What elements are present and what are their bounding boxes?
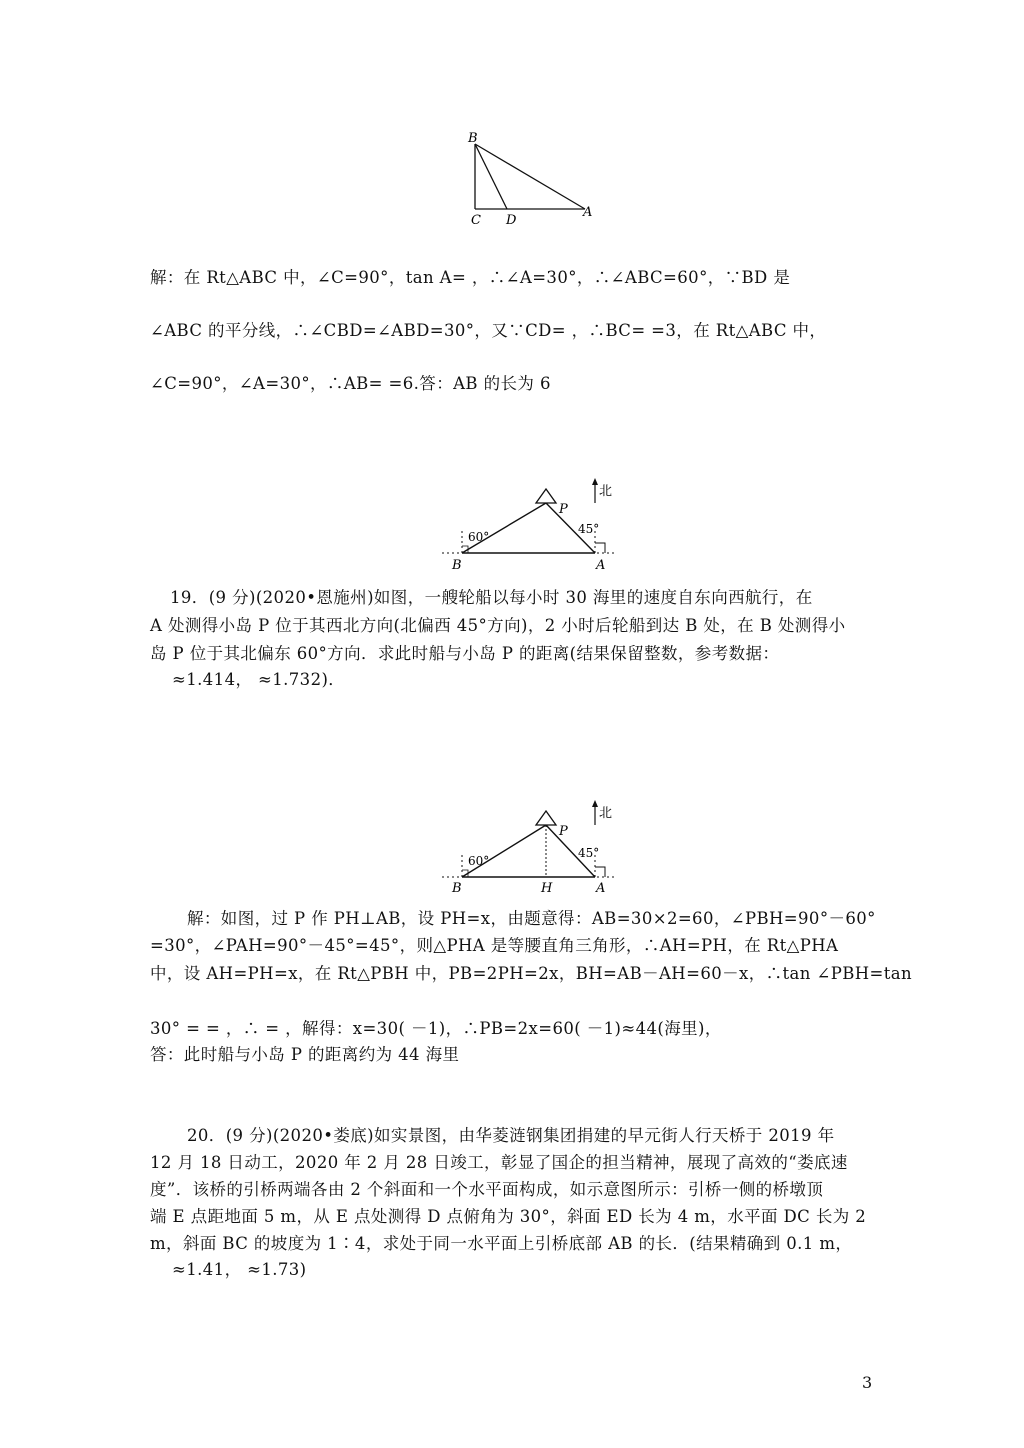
label-p: P [559,502,568,517]
north-label: 北 [599,484,613,499]
label-a: A [596,881,606,896]
problem20-line-1: 20．(9 分)(2020•娄底)如实景图，由华菱涟钢集团捐建的早元街人行天桥于 2019 年 [187,1126,835,1145]
problem19-line-2: A 处测得小岛 P 位于其西北方向(北偏西 45°方向)，2 小时后轮船到达 B 处，在 B 处测得小 [150,616,846,635]
solution19-line-5: 答：此时船与小岛 P 的距离约为 44 海里 [150,1045,460,1064]
solution19-line-4: 30° = = ，∴ = ，解得：x=30( －1)，∴PB=2x=60( －1)≈44(海里)， [150,1019,722,1038]
problem20-line-5: m，斜面 BC 的坡度为 1∶4，求处于同一水平面上引桥底部 AB 的长．(结果精确到 0.1 m， [150,1234,853,1253]
solution-line-1: 解：在 Rt△ABC 中，∠C=90°，tan A= ，∴∠A=30°，∴∠ABC=60°，∵BD 是 [150,268,791,287]
label-a: A [596,558,606,573]
problem19-line-1: 19．(9 分)(2020•恩施州)如图，一艘轮船以每小时 30 海里的速度自东向西航行，在 [170,588,813,607]
problem19-line-3: 岛 P 位于其北偏东 60°方向．求此时船与小岛 P 的距离(结果保留整数，参考数据： [150,644,780,663]
problem20-line-2: 12 月 18 日动工，2020 年 2 月 28 日竣工，彰显了国企的担当精神，展现了高效的“娄底速 [150,1153,848,1172]
solution-line-3: ∠C=90°，∠A=30°，∴AB= =6.答：AB 的长为 6 [150,374,551,393]
angle-60-label: 60° [468,854,490,868]
problem20-line-6: ≈1.41， ≈1.73) [172,1260,307,1279]
solution-line-2: ∠ABC 的平分线，∴∠CBD=∠ABD=30°，又∵CD= ，∴BC= =3，在 Rt△ABC 中， [150,321,827,340]
label-c: C [471,213,481,228]
label-a: A [583,205,593,220]
north-label: 北 [599,806,613,821]
problem19-line-4: ≈1.414， ≈1.732)． [172,670,346,689]
solution19-line-1: 解：如图，过 P 作 PH⊥AB，设 PH=x，由题意得：AB=30×2=60，∠PBH=90°－60° [187,909,876,928]
label-b: B [452,881,462,896]
label-p: P [559,824,568,839]
problem20-line-3: 度”．该桥的引桥两端各由 2 个斜面和一个水平面构成，如示意图所示：引桥一侧的桥墩顶 [150,1180,824,1199]
label-b: B [452,558,462,573]
problem20-line-4: 端 E 点距地面 5 m，从 E 点处测得 D 点俯角为 30°，斜面 ED 长为 4 m，水平面 DC 长为 2 [150,1207,867,1226]
label-b: B [468,131,478,146]
triangle-abc-figure [460,128,600,228]
label-h: H [541,881,553,896]
navigation-figure-19-solution [440,797,620,902]
angle-60-label: 60° [468,530,490,544]
angle-45-label: 45° [578,522,600,536]
solution19-line-2: =30°，∠PAH=90°－45°=45°，则△PHA 是等腰直角三角形，∴AH=PH，在 Rt△PHA [150,936,839,955]
page-number: 3 [862,1373,873,1392]
angle-45-label: 45° [578,846,600,860]
navigation-figure-19 [440,475,620,580]
label-d: D [506,213,517,228]
solution19-line-3: 中，设 AH=PH=x，在 Rt△PBH 中，PB=2PH=2x，BH=AB－AH=60－x，∴tan ∠PBH=tan [150,964,913,983]
